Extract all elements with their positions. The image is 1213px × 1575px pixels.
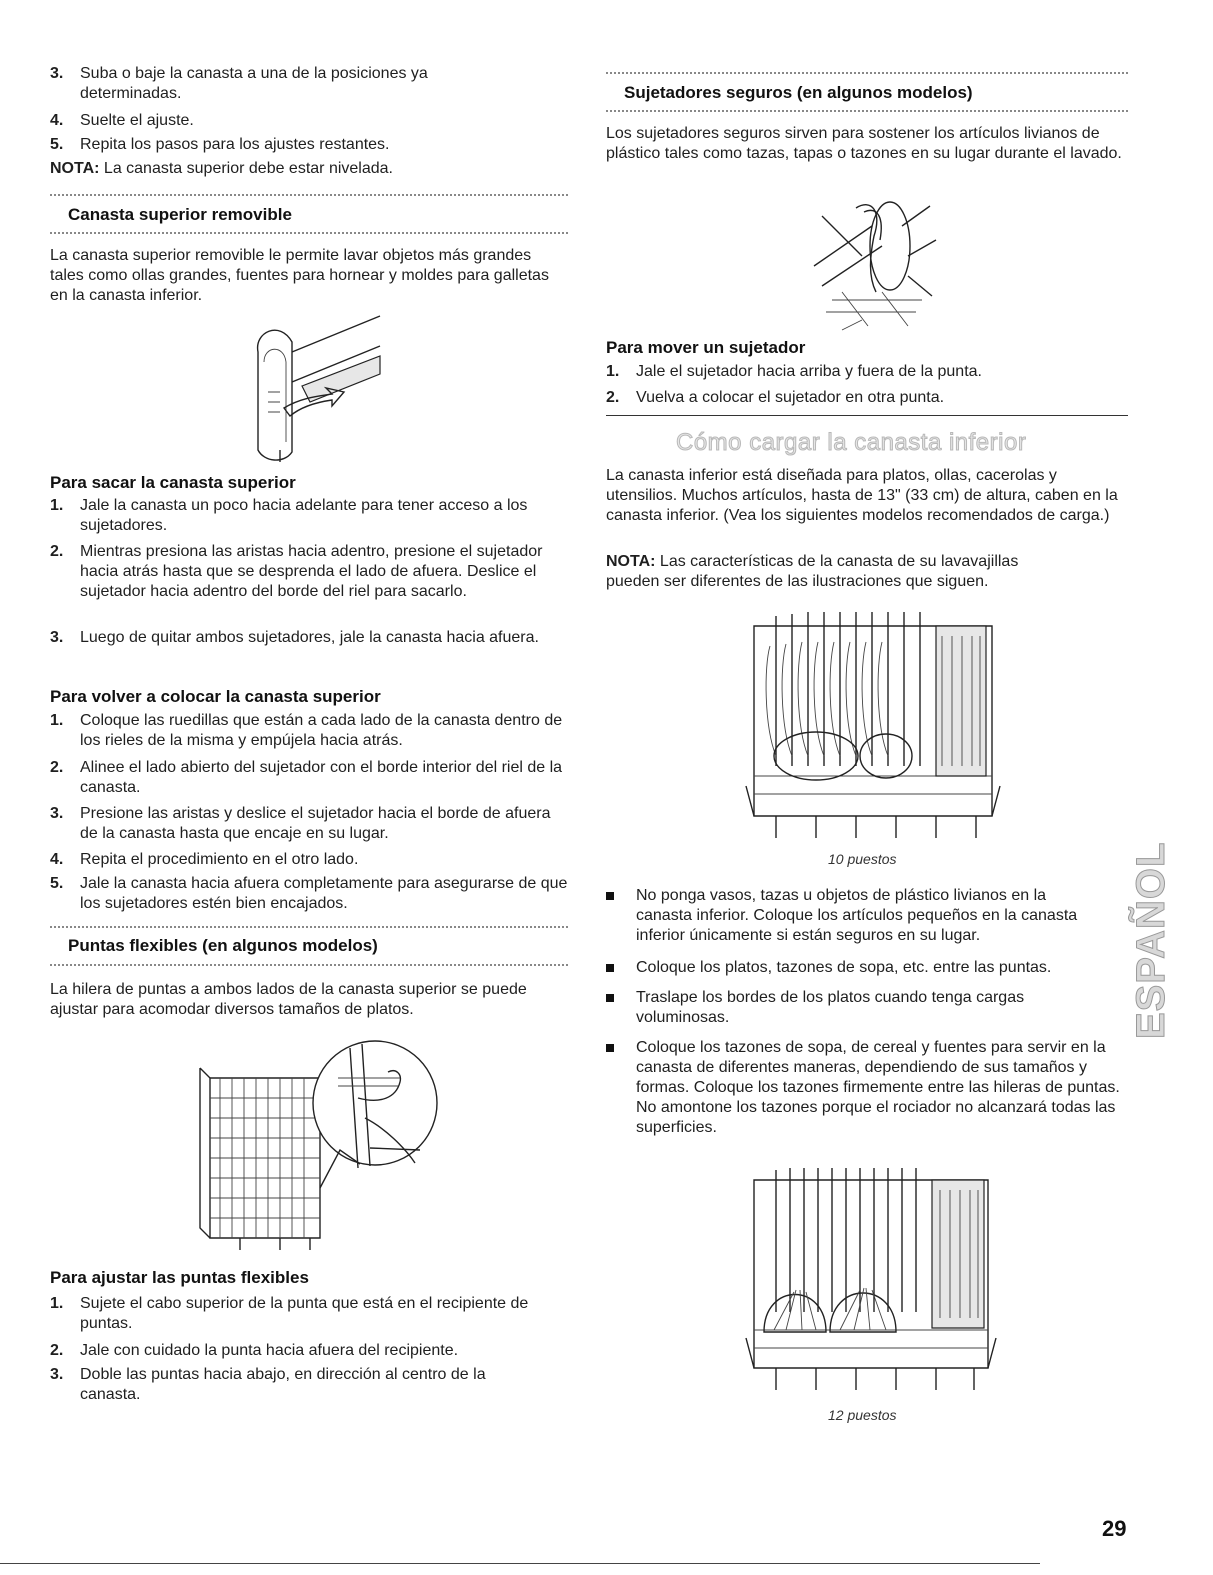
bullet-item: Coloque los platos, tazones de sopa, etc. entre las puntas. (606, 958, 1126, 978)
section-title-removable-rack: Canasta superior removible (68, 205, 292, 224)
remove-step-3: 3. Luego de quitar ambos sujetadores, jale la canasta hacia afuera. (50, 629, 539, 646)
bullet-square-icon (606, 1044, 614, 1052)
replace-step-2: 2. Alinee el lado abierto del sujetador con el borde interior del riel de la canasta. (50, 759, 563, 796)
intro-step-5: 5. Repita los pasos para los ajustes restantes. (50, 136, 390, 153)
subheading-adjust-tines: Para ajustar las puntas flexibles (50, 1268, 309, 1287)
bullet-item: No ponga vasos, tazas u objetos de plástico livianos en la canasta inferior. Coloque los artículos pequeños en la canasta inferior únicamente si están seguros en su lugar. (606, 886, 1106, 946)
intro-step-3: 3. Suba o baje la canasta a una de la posiciones ya determinadas. (50, 65, 428, 102)
adjust-step-3: 3. Doble las puntas hacia abajo, en dirección al centro de la canasta. (50, 1366, 486, 1403)
section-title-secure-clips: Sujetadores seguros (en algunos modelos) (624, 83, 973, 102)
caption-twelve-place: 12 puestos (828, 1407, 897, 1423)
language-side-tab: ESPAÑOL (1129, 841, 1173, 1039)
footer-rule (0, 1563, 1040, 1564)
flexible-tines-body: La hilera de puntas a ambos lados de la canasta superior se puede ajustar para acomodar diversos tamaños de platos. (50, 981, 527, 1018)
bullet-square-icon (606, 964, 614, 972)
replace-step-1: 1. Coloque las ruedillas que están a cada lado de la canasta dentro de los rieles de la misma y empújela hacia atrás. (50, 712, 563, 749)
divider-dotted (50, 194, 568, 196)
divider-dotted (50, 964, 568, 966)
section-title-flexible-tines: Puntas flexibles (en algunos modelos) (68, 936, 378, 955)
move-step-1: 1. Jale el sujetador hacia arriba y fuera de la punta. (606, 363, 982, 380)
subheading-replace-rack: Para volver a colocar la canasta superior (50, 687, 381, 706)
subheading-remove-rack: Para sacar la canasta superior (50, 473, 296, 492)
flexible-tines-illustration (200, 1038, 430, 1258)
divider-dotted (50, 232, 568, 234)
nota-upper-rack: NOTA: La canasta superior debe estar nivelada. (50, 160, 393, 177)
bullet-item: Coloque los tazones de sopa, de cereal y fuentes para servir en la canasta de diferentes maneras, dependiendo de sus tamaños y formas. Coloque los tazones firmemente entre las hileras de puntas. No amontone los tazones porque el rociador no alcanzará todas las superficies. (606, 1038, 1130, 1138)
page-number: 29 (1102, 1516, 1127, 1541)
divider-dotted (606, 110, 1128, 112)
replace-step-5: 5. Jale la canasta hacia afuera completamente para asegurarse de que los sujetadores estén bien encajados. (50, 875, 568, 912)
secure-clips-body: Los sujetadores seguros sirven para sostener los artículos livianos de plástico tales como tazas, tapas o tazones en su lugar durante el lavado. (606, 125, 1122, 162)
divider-dotted (50, 926, 568, 928)
secure-clip-illustration (812, 196, 942, 330)
adjust-step-2: 2. Jale con cuidado la punta hacia afuera del recipiente. (50, 1342, 459, 1359)
remove-step-2: 2. Mientras presiona las aristas hacia adentro, presione el sujetador hacia atrás hasta que se desprenda el lado de afuera. Deslice el sujetador hacia adentro del borde del riel para sacarlo. (50, 543, 543, 600)
lower-rack-body: La canasta inferior está diseñada para platos, ollas, cacerolas y utensilios. Muchos artículos, hasta de 13" (33 cm) de altura, caben en la canasta inferior. (Vea los siguientes modelos recomendados de carga.) (606, 467, 1118, 524)
replace-step-3: 3. Presione las aristas y deslice el sujetador hacia el borde de afuera de la canasta hasta que encaje en su lugar. (50, 805, 551, 842)
bullet-square-icon (606, 892, 614, 900)
intro-step-4: 4. Suelte el ajuste. (50, 112, 194, 129)
caption-ten-place: 10 puestos (828, 851, 897, 867)
remove-step-1: 1. Jale la canasta un poco hacia adelante para tener acceso a los sujetadores. (50, 497, 528, 534)
twelve-place-setting-illustration (746, 1162, 996, 1398)
nota-lower-rack: NOTA: Las características de la canasta de su lavavajillas pueden ser diferentes de las ilustraciones que siguen. (606, 553, 1019, 590)
section-heading-lower-rack: Cómo cargar la canasta inferior (676, 429, 1027, 456)
divider-dotted (606, 72, 1128, 74)
replace-step-4: 4. Repita el procedimiento en el otro lado. (50, 851, 359, 868)
move-step-2: 2. Vuelva a colocar el sujetador en otra punta. (606, 389, 945, 406)
rack-clip-illustration (240, 312, 390, 464)
bullet-item: Traslape los bordes de los platos cuando tenga cargas voluminosas. (606, 988, 1096, 1028)
subheading-move-clip: Para mover un sujetador (606, 338, 806, 357)
bullet-square-icon (606, 994, 614, 1002)
ten-place-setting-illustration (746, 606, 1000, 844)
removable-rack-body: La canasta superior removible le permite lavar objetos más grandes tales como ollas grandes, fuentes para hornear y moldes para galletas en la canasta inferior. (50, 247, 549, 304)
adjust-step-1: 1. Sujete el cabo superior de la punta que está en el recipiente de puntas. (50, 1295, 529, 1332)
section-rule (606, 415, 1128, 416)
